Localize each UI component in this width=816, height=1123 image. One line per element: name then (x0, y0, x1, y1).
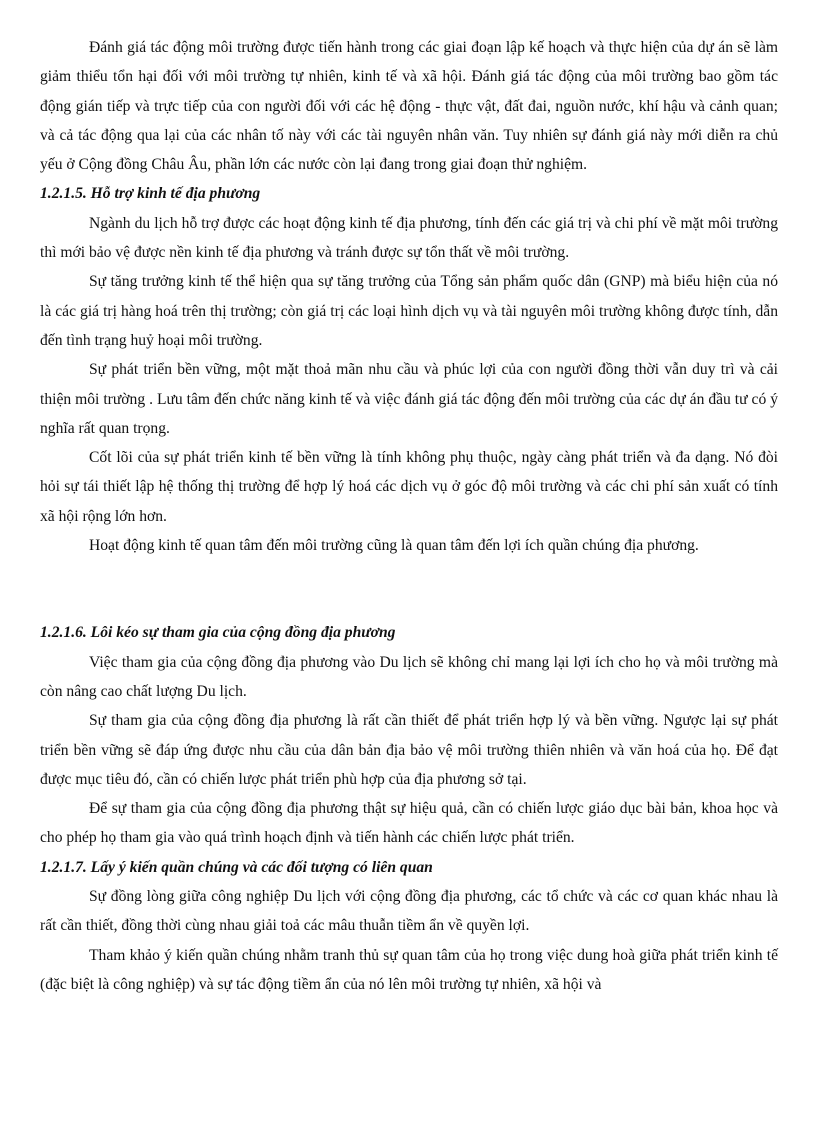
paragraph: Hoạt động kinh tế quan tâm đến môi trường cũng là quan tâm đến lợi ích quần chúng địa phương. (89, 537, 699, 555)
section-heading-1-2-1-7: 1.2.1.7. Lấy ý kiến quần chúng và các đối tượng có liên quan (40, 858, 433, 876)
paragraph: Ngành du lịch hỗ trợ được các hoạt động kinh tế địa phương, tính đến các giá trị và chi phí về mặt môi trường thì mới bảo vệ được nền kinh tế địa phương và tránh được sự tổn thất về môi trường. (40, 214, 778, 262)
paragraph: Cốt lõi của sự phát triển kinh tế bền vững là tính không phụ thuộc, ngày càng phát triển và đa dạng. Nó đòi hỏi sự tái thiết lập hệ thống thị trường để hợp lý hoá các dịch vụ ở góc độ môi trường và các chi phí sản xuất có tính xã hội rộng lớn hơn. (40, 449, 778, 525)
blank-gap (40, 560, 778, 618)
paragraph: Sự tăng trưởng kinh tế thể hiện qua sự tăng trưởng của Tổng sản phẩm quốc dân (GNP) mà biểu hiện của nó là các giá trị hàng hoá trên thị trường; còn giá trị các loại hình dịch vụ và tài nguyên môi trường không được tính, dẫn đến tình trạng huỷ hoại môi trường. (40, 273, 778, 349)
paragraph: Đánh giá tác động môi trường được tiến hành trong các giai đoạn lập kế hoạch và thực hiện của dự án sẽ làm giảm thiểu tổn hại đối với môi trường tự nhiên, kinh tế và xã hội. Đánh giá tác động của môi trường bao gồm tác động gián tiếp và trực tiếp của con người đối với các hệ động - thực vật, đất đai, nguồn nước, khí hậu và cảnh quan; và cả tác động qua lại của các nhân tố này với các tài nguyên nhân văn. Tuy nhiên sự đánh giá này mới diễn ra chủ yếu ở Cộng đồng Châu Âu, phần lớn các nước còn lại đang trong giai đoạn thử nghiệm. (40, 39, 778, 174)
paragraph: Sự phát triển bền vững, một mặt thoả mãn nhu cầu và phúc lợi của con người đồng thời vẫn duy trì và cải thiện môi trường . Lưu tâm đến chức năng kinh tế và việc đánh giá tác động đến môi trường của các dự án đầu tư có ý nghĩa rất quan trọng. (40, 361, 778, 437)
paragraph: Để sự tham gia của cộng đồng địa phương thật sự hiệu quả, cần có chiến lược giáo dục bài bản, khoa học và cho phép họ tham gia vào quá trình hoạch định và tiến hành các chiến lược phát triển. (40, 800, 778, 847)
paragraph: Sự đồng lòng giữa công nghiệp Du lịch với cộng đồng địa phương, các tổ chức và các cơ quan khác nhau là rất cần thiết, đồng thời cùng nhau giải toả các mâu thuẫn tiềm ẩn về quyền lợi. (40, 888, 778, 935)
paragraph: Tham khảo ý kiến quần chúng nhằm tranh thủ sự quan tâm của họ trong việc dung hoà giữa phát triển kinh tế (đặc biệt là công nghiệp) và sự tác động tiềm ẩn của nó lên môi trường tự nhiên, xã hội và (40, 946, 778, 993)
paragraph: Sự tham gia của cộng đồng địa phương là rất cần thiết để phát triển hợp lý và bền vững. Ngược lại sự phát triển bền vững sẽ đáp ứng được nhu cầu của dân bản địa bảo vệ môi trường thiên nhiên và văn hoá của họ. Để đạt được mục tiêu đó, cần có chiến lược phát triển phù hợp của địa phương sở tại. (40, 712, 778, 788)
document-page (40, 33, 778, 999)
paragraph: Việc tham gia của cộng đồng địa phương vào Du lịch sẽ không chỉ mang lại lợi ích cho họ và môi trường mà còn nâng cao chất lượng Du lịch. (40, 653, 778, 700)
section-heading-1-2-1-6: 1.2.1.6. Lôi kéo sự tham gia của cộng đồng địa phương (40, 624, 396, 642)
section-heading-1-2-1-5: 1.2.1.5. Hỗ trợ kinh tế địa phương (40, 185, 261, 203)
